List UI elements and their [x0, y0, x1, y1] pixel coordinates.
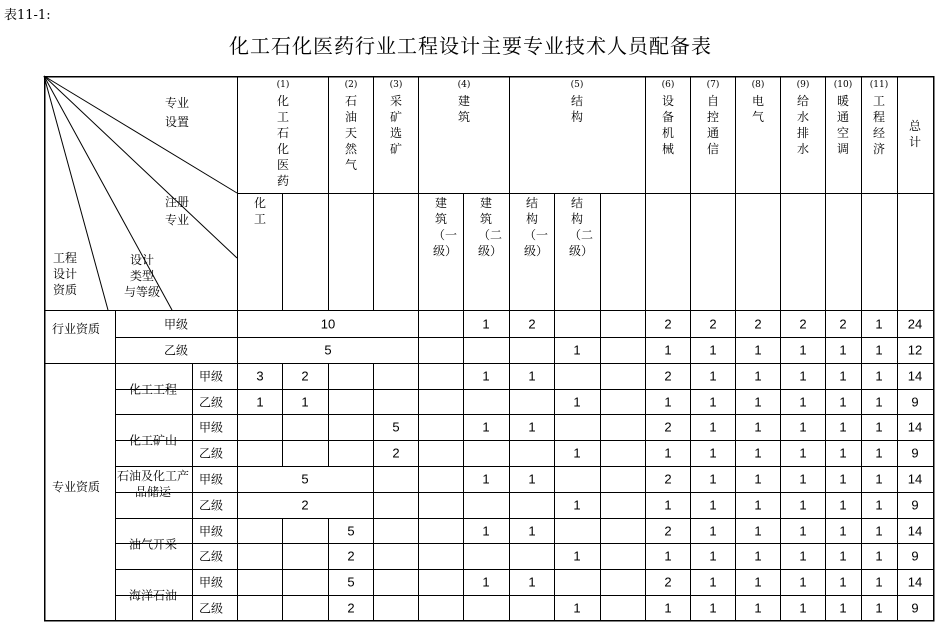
table-cell: 1 [799, 419, 807, 435]
table-cell: 1 [664, 497, 672, 513]
table-cell: 2 [839, 316, 847, 332]
table-cell: 1 [754, 394, 762, 410]
table-cell: 1 [839, 368, 847, 384]
table-cell: 1 [799, 600, 807, 616]
table-cell: 14 [907, 523, 923, 539]
table-cell: 1 [839, 419, 847, 435]
grade-a-industry: 甲级 [163, 317, 189, 332]
header-num-6: (6) [661, 80, 675, 90]
table-cell: 14 [907, 574, 923, 590]
table-cell: 1 [573, 445, 581, 461]
table-cell: 1 [754, 471, 762, 487]
table-cell: 2 [301, 368, 309, 384]
corner-registered-1: 注册 [165, 195, 190, 209]
header-label-total: 总计 [908, 119, 921, 149]
table-cell: 1 [754, 574, 762, 590]
table-cell: 2 [392, 445, 400, 461]
header-label-5: 结构 [570, 94, 583, 124]
table-cell: 1 [664, 445, 672, 461]
table-cell: 1 [528, 471, 536, 487]
subheader-chemical: 化工 [253, 196, 266, 226]
table-cell: 9 [911, 445, 919, 461]
table-cell: 1 [573, 394, 581, 410]
table-cell: 1 [754, 342, 762, 358]
table-cell: 1 [664, 600, 672, 616]
table-cell: 1 [839, 600, 847, 616]
subheader-struct-2: 结构（二级） [569, 196, 594, 258]
subheader-arch-1: 建筑（一级） [433, 196, 458, 258]
table-cell: 5 [301, 471, 309, 487]
table-cell: 2 [754, 316, 762, 332]
table-cell: 1 [754, 368, 762, 384]
table-cell: 1 [709, 471, 717, 487]
table-cell: 1 [482, 523, 490, 539]
header-num-4: (4) [457, 80, 471, 90]
corner-qualification-3: 资质 [53, 283, 78, 297]
table-cell: 2 [799, 316, 807, 332]
corner-qualification-2: 设计 [53, 267, 78, 281]
table-cell: 2 [347, 600, 355, 616]
table-cell: 10 [320, 316, 336, 332]
corner-design-type-2: 类型 [130, 269, 155, 283]
table-cell: 1 [709, 600, 717, 616]
table-cell: 1 [528, 574, 536, 590]
table-cell: 1 [875, 368, 883, 384]
table-cell: 14 [907, 419, 923, 435]
group-industry-qualification: 行业资质 [52, 322, 101, 336]
table-cell: 1 [482, 316, 490, 332]
header-label-10: 暖通空调 [836, 94, 849, 156]
table-cell: 1 [528, 368, 536, 384]
category-chemical-engineering: 化工工程 [128, 382, 178, 397]
table-cell: 1 [573, 497, 581, 513]
grade-b: 乙级 [198, 601, 224, 616]
table-cell: 1 [799, 445, 807, 461]
page-title: 化工石化医药行业工程设计主要专业技术人员配备表 [229, 34, 712, 58]
grade-b-industry: 乙级 [163, 343, 189, 358]
header-label-9: 给水排水 [796, 94, 809, 156]
table-cell: 1 [482, 368, 490, 384]
table-cell: 5 [347, 574, 355, 590]
table-cell: 1 [573, 548, 581, 564]
table-cell: 1 [839, 548, 847, 564]
table-cell: 1 [482, 471, 490, 487]
table-cell: 1 [754, 497, 762, 513]
table-cell: 1 [875, 471, 883, 487]
subheader-struct-1: 结构（一级） [524, 196, 549, 258]
table-cell: 1 [875, 342, 883, 358]
table-cell: 1 [709, 574, 717, 590]
table-cell: 1 [839, 445, 847, 461]
table-cell: 1 [875, 419, 883, 435]
table-cell: 1 [799, 497, 807, 513]
header-num-2: (2) [344, 80, 358, 90]
table-cell: 2 [664, 419, 672, 435]
table-cell: 1 [839, 497, 847, 513]
grade-b: 乙级 [198, 498, 224, 513]
table-cell: 2 [301, 497, 309, 513]
grade-b: 乙级 [198, 395, 224, 410]
table-cell: 1 [709, 497, 717, 513]
table-cell: 5 [347, 523, 355, 539]
group-specialty-qualification: 专业资质 [52, 480, 101, 494]
table-cell: 1 [664, 342, 672, 358]
corner-specialty-setting-2: 设置 [165, 115, 190, 129]
header-label-4: 建筑 [457, 94, 470, 124]
header-label-3: 采矿选矿 [389, 94, 402, 156]
table-cell: 1 [799, 548, 807, 564]
table-cell: 1 [754, 445, 762, 461]
table-cell: 1 [839, 471, 847, 487]
table-cell: 1 [839, 342, 847, 358]
corner-design-type-1: 设计 [130, 253, 155, 267]
table-cell: 1 [528, 419, 536, 435]
table-cell: 1 [301, 394, 309, 410]
table-cell: 1 [482, 419, 490, 435]
corner-registered-2: 专业 [165, 213, 190, 227]
header-label-8: 电气 [751, 94, 764, 124]
table-cell: 1 [709, 548, 717, 564]
category-chemical-mining: 化工矿山 [128, 433, 178, 448]
table-cell: 14 [907, 471, 923, 487]
header-label-2: 石油天然气 [344, 94, 357, 172]
table-cell: 1 [709, 342, 717, 358]
table-cell: 1 [799, 368, 807, 384]
table-cell: 2 [664, 316, 672, 332]
table-cell: 1 [875, 600, 883, 616]
grade-a: 甲级 [198, 472, 224, 487]
grade-a: 甲级 [198, 575, 224, 590]
table-cell: 2 [664, 368, 672, 384]
table-cell: 1 [839, 523, 847, 539]
table-cell: 1 [482, 574, 490, 590]
header-label-6: 设备机械 [661, 94, 674, 156]
table-cell: 1 [799, 394, 807, 410]
table-cell: 1 [875, 548, 883, 564]
table-cell: 1 [875, 394, 883, 410]
header-label-11: 工程经济 [872, 94, 885, 156]
table-cell: 1 [256, 394, 264, 410]
table-cell: 2 [347, 548, 355, 564]
table-cell: 2 [709, 316, 717, 332]
corner-qualification-1: 工程 [53, 251, 78, 265]
header-num-9: (9) [796, 80, 810, 90]
corner-design-type-3: 与等级 [124, 285, 161, 299]
table-cell: 1 [799, 342, 807, 358]
table-cell: 1 [799, 471, 807, 487]
table-cell: 5 [392, 419, 400, 435]
grade-a: 甲级 [198, 420, 224, 435]
table-cell: 1 [573, 342, 581, 358]
table-cell: 9 [911, 548, 919, 564]
header-num-11: (11) [869, 80, 889, 90]
table-cell: 1 [709, 523, 717, 539]
table-cell: 24 [907, 316, 923, 332]
table-cell: 1 [754, 548, 762, 564]
category-storage-transport: 石油及化工产品储运 [117, 469, 190, 499]
header-num-10: (10) [833, 80, 853, 90]
category-offshore-oil: 海洋石油 [128, 588, 178, 603]
table-cell: 1 [799, 523, 807, 539]
table-cell: 1 [875, 574, 883, 590]
table-cell: 2 [664, 523, 672, 539]
corner-specialty-setting-1: 专业 [165, 96, 190, 110]
grade-a: 甲级 [198, 524, 224, 539]
table-cell: 9 [911, 394, 919, 410]
table-cell: 3 [256, 368, 264, 384]
table-cell: 5 [324, 342, 332, 358]
table-cell: 1 [799, 574, 807, 590]
table-cell: 1 [709, 394, 717, 410]
table-cell: 1 [839, 574, 847, 590]
table-cell: 1 [839, 394, 847, 410]
header-num-3: (3) [389, 80, 403, 90]
table-cell: 2 [664, 574, 672, 590]
table-cell: 1 [573, 600, 581, 616]
table-caption: 表11-1: [4, 8, 51, 23]
table-cell: 1 [875, 316, 883, 332]
header-num-7: (7) [706, 80, 720, 90]
header-num-5: (5) [570, 80, 584, 90]
table-cell: 2 [528, 316, 536, 332]
category-oil-gas-extraction: 油气开采 [128, 537, 178, 552]
table-cell: 1 [754, 419, 762, 435]
table-cell: 1 [664, 394, 672, 410]
grade-a: 甲级 [198, 369, 224, 384]
header-label-1: 化工石化医药 [276, 94, 289, 188]
table-cell: 1 [754, 600, 762, 616]
table-cell: 1 [875, 445, 883, 461]
grade-b: 乙级 [198, 549, 224, 564]
header-num-8: (8) [751, 80, 765, 90]
table-cell: 1 [664, 548, 672, 564]
table-cell: 9 [911, 600, 919, 616]
table-cell: 1 [754, 523, 762, 539]
table-cell: 1 [528, 523, 536, 539]
subheader-arch-2: 建筑（二级） [478, 196, 503, 258]
table-cell: 12 [907, 342, 923, 358]
header-label-7: 自控通信 [706, 94, 719, 156]
grade-b: 乙级 [198, 446, 224, 461]
table-cell: 14 [907, 368, 923, 384]
table-cell: 1 [709, 368, 717, 384]
table-cell: 1 [709, 419, 717, 435]
table-cell: 2 [664, 471, 672, 487]
table-cell: 1 [875, 523, 883, 539]
table-cell: 1 [875, 497, 883, 513]
table-cell: 9 [911, 497, 919, 513]
header-num-1: (1) [276, 80, 290, 90]
table-cell: 1 [709, 445, 717, 461]
